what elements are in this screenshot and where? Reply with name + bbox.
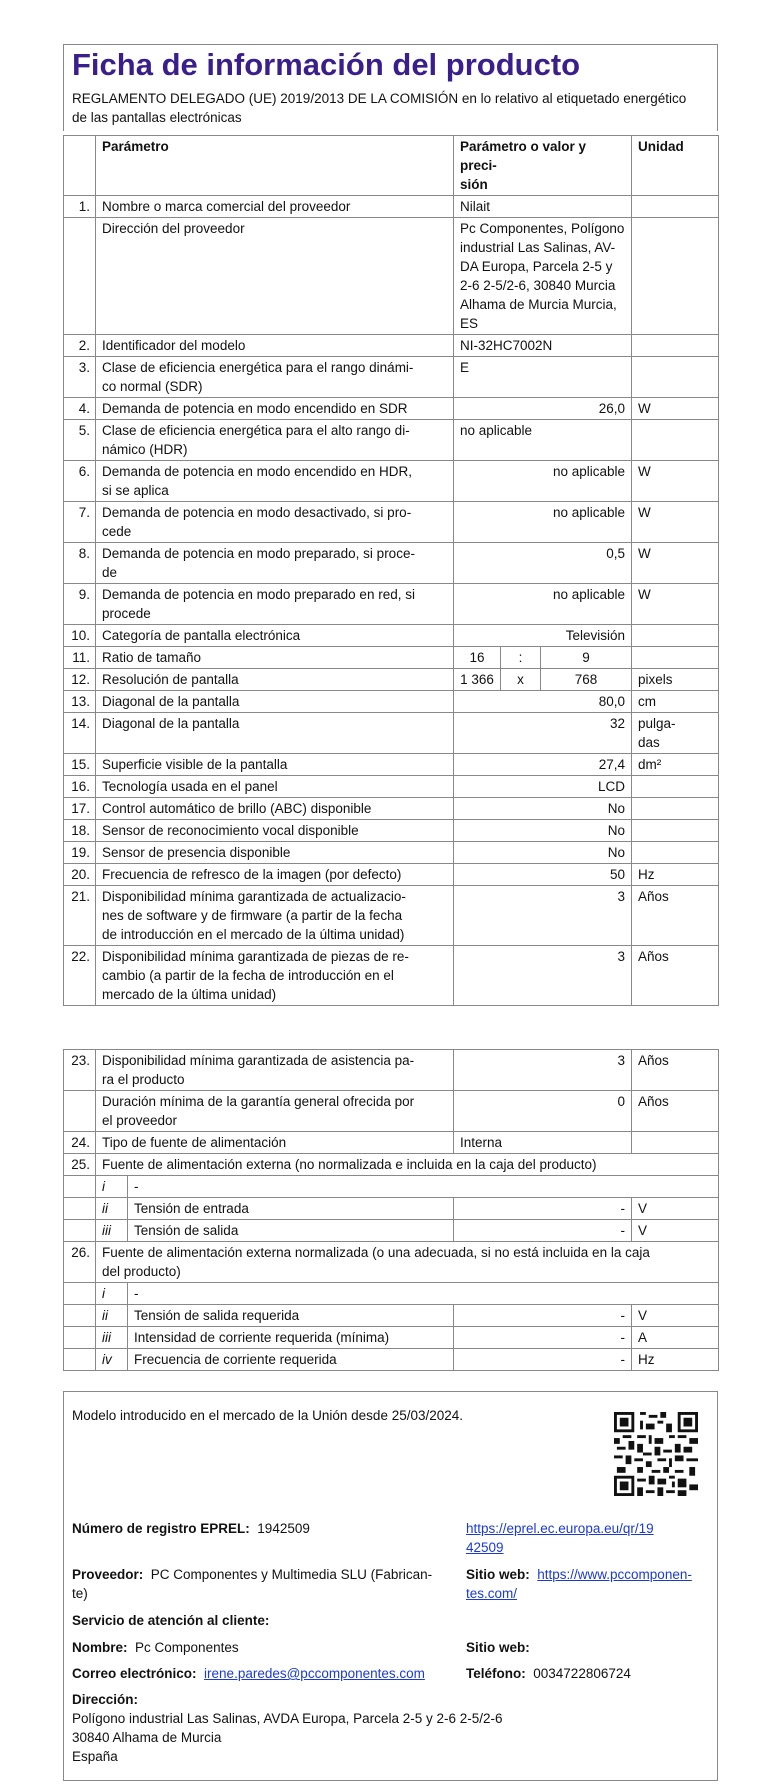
table-row: 25. Fuente de alimentación externa (no normalizada e incluida en la caja del producto)	[64, 1154, 719, 1176]
market-intro-text: Modelo introducido en el mercado de la Unión desde 25/03/2024.	[72, 1408, 464, 1423]
table-row: 1. Nombre o marca comercial del proveedor Nilait	[64, 196, 719, 218]
table-row: 23. Disponibilidad mínima garantizada de asistencia pa- ra el producto 3 Años	[64, 1050, 719, 1091]
table-row: 11. Ratio de tamaño 16 : 9	[64, 647, 719, 669]
table-row: 8. Demanda de potencia en modo preparado, si proce- de 0,5 W	[64, 543, 719, 584]
eprel-registration: Número de registro EPREL: 1942509	[72, 1521, 310, 1536]
table-row: i -	[64, 1176, 719, 1198]
sheet-header	[63, 44, 718, 131]
service-email: Correo electrónico: irene.paredes@pccomponentes.com	[72, 1666, 425, 1681]
page-title: Ficha de información del producto	[72, 47, 581, 82]
supplier-website-link[interactable]: https://www.pccomponen- tes.com/	[466, 1567, 692, 1601]
supplier-info-box	[63, 1391, 718, 1781]
table-row: 4. Demanda de potencia en modo encendido en SDR 26,0 W	[64, 398, 719, 420]
table-row: Dirección del proveedor Pc Componentes, Polígono industrial Las Salinas, AV- DA Europa, Parcela 2-5 y 2-6 2-5/2-6, 30840 Murcia Alhama de Murcia Murcia, ES	[64, 218, 719, 335]
table-row: 20. Frecuencia de refresco de la imagen (por defecto) 50 Hz	[64, 864, 719, 886]
table-row: 6. Demanda de potencia en modo encendido en HDR, si se aplica no aplicable W	[64, 461, 719, 502]
supplier-name: Proveedor: PC Componentes y Multimedia SLU (Fabrican- te)	[72, 1567, 433, 1601]
table-row: Duración mínima de la garantía general ofrecida por el proveedor 0 Años	[64, 1091, 719, 1132]
power-supply-table	[63, 1049, 719, 1371]
table-row: 13. Diagonal de la pantalla 80,0 cm	[64, 691, 719, 713]
table-row: 2. Identificador del modelo NI-32HC7002N	[64, 335, 719, 357]
service-address: Dirección: Polígono industrial Las Salinas, AVDA Europa, Parcela 2-5 y 2-6 2-5/2-6 30840 Alhama de Murcia España	[72, 1692, 503, 1764]
qr-code-icon[interactable]	[614, 1412, 698, 1496]
table-row: 19. Sensor de presencia disponible No	[64, 842, 719, 864]
table-row: 14. Diagonal de la pantalla 32 pulga- das	[64, 713, 719, 754]
customer-service-heading: Servicio de atención al cliente:	[72, 1613, 270, 1628]
service-phone: Teléfono: 0034722806724	[466, 1666, 631, 1681]
table-row: 22. Disponibilidad mínima garantizada de piezas de re- cambio (a partir de la fecha de introducción en el mercado de la última unidad) 3 Años	[64, 946, 719, 1006]
table-row: ii Tensión de salida requerida - V	[64, 1305, 719, 1327]
table-row: 9. Demanda de potencia en modo preparado en red, si procede no aplicable W	[64, 584, 719, 625]
parameters-table	[63, 135, 719, 1006]
email-link[interactable]: irene.paredes@pccomponentes.com	[204, 1666, 425, 1681]
table-row: 3. Clase de eficiencia energética para el rango dinámi- co normal (SDR) E	[64, 357, 719, 398]
table-row: iv Frecuencia de corriente requerida - Hz	[64, 1349, 719, 1371]
service-website-label: Sitio web:	[466, 1640, 530, 1655]
col-value-header: Parámetro o valor y preci- sión	[454, 136, 632, 196]
table-row: 12. Resolución de pantalla 1 366 x 768 pixels	[64, 669, 719, 691]
table-row: 21. Disponibilidad mínima garantizada de actualizacio- nes de software y de firmware (a partir de la fecha de introducción en el mercado de la última unidad) 3 Años	[64, 886, 719, 946]
col-unit-header: Unidad	[632, 136, 719, 196]
table-row: ii Tensión de entrada - V	[64, 1198, 719, 1220]
table-row: iii Intensidad de corriente requerida (mínima) - A	[64, 1327, 719, 1349]
col-param-header: Parámetro	[96, 136, 454, 196]
table-row: i -	[64, 1283, 719, 1305]
table-header-row	[64, 136, 719, 196]
table-row: 15. Superficie visible de la pantalla 27,4 dm²	[64, 754, 719, 776]
supplier-website: Sitio web: https://www.pccomponen- tes.com/	[466, 1567, 692, 1601]
table-row: 24. Tipo de fuente de alimentación Interna	[64, 1132, 719, 1154]
table-row: 5. Clase de eficiencia energética para el alto rango di- námico (HDR) no aplicable	[64, 420, 719, 461]
regulation-text: REGLAMENTO DELEGADO (UE) 2019/2013 DE LA COMISIÓN en lo relativo al etiquetado energético de las pantallas electrónicas	[72, 91, 687, 125]
table-row: iii Tensión de salida - V	[64, 1220, 719, 1242]
table-row: 7. Demanda de potencia en modo desactivado, si pro- cede no aplicable W	[64, 502, 719, 543]
service-name: Nombre: Pc Componentes	[72, 1640, 239, 1655]
eprel-link[interactable]: https://eprel.ec.europa.eu/qr/19 42509	[466, 1521, 654, 1555]
table-row: 18. Sensor de reconocimiento vocal disponible No	[64, 820, 719, 842]
table-row: 26. Fuente de alimentación externa normalizada (o una adecuada, si no está incluida en la caja del producto)	[64, 1242, 719, 1283]
table-row: 17. Control automático de brillo (ABC) disponible No	[64, 798, 719, 820]
table-row: 10. Categoría de pantalla electrónica Televisión	[64, 625, 719, 647]
table-row: 16. Tecnología usada en el panel LCD	[64, 776, 719, 798]
